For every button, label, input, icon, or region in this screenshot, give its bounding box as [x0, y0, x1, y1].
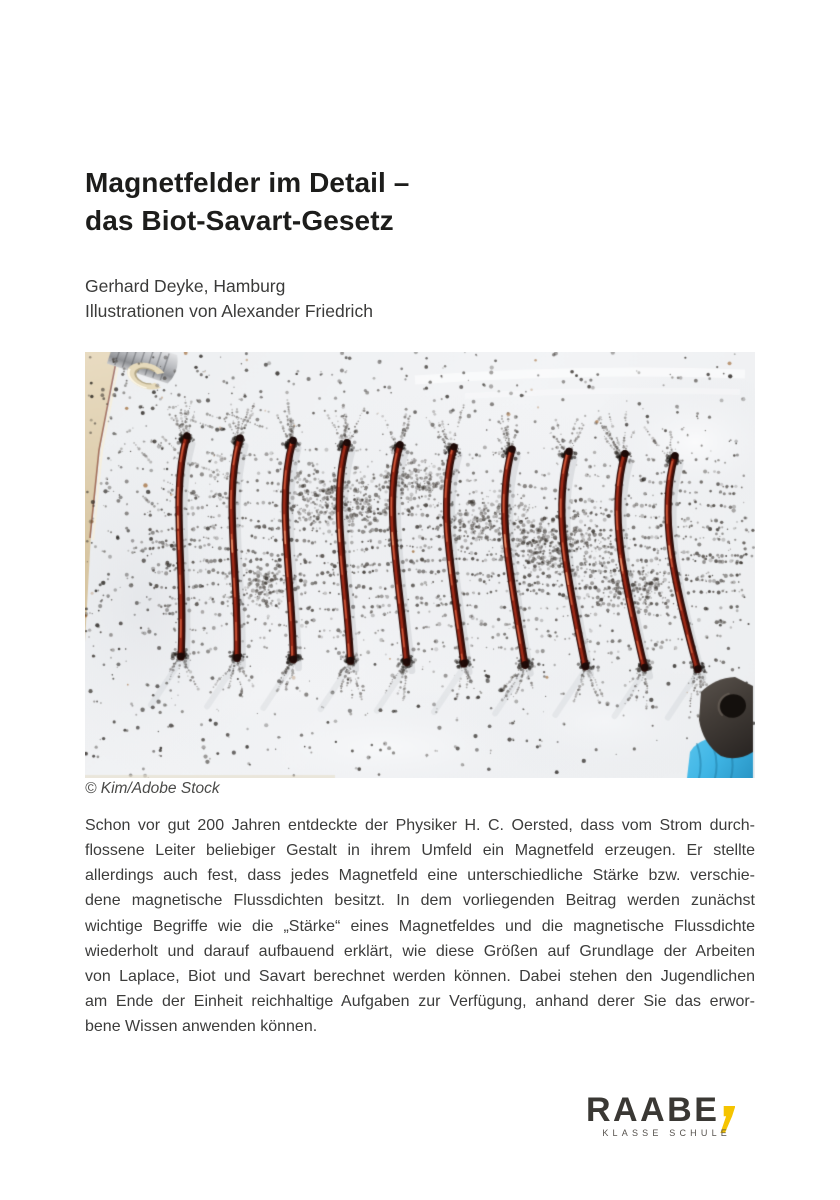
paragraph-line: Schon vor gut 200 Jahren entdeckte der Physiker H. C. Oersted, dass vom Strom durch- [85, 817, 755, 834]
coil-photo-figure [85, 352, 755, 778]
raabe-logo-row [586, 1093, 748, 1133]
paragraph-line: bene Wissen anwenden können. [85, 1018, 318, 1036]
paragraph-line: flossene Leiter beliebiger Gestalt in ihrem Umfeld ein Magnetfeld erzeugen. Er stellte [85, 842, 755, 860]
author-name: Gerhard Deyke, Hamburg [85, 276, 286, 296]
illustrator-credit: Illustrationen von Alexander Friedrich [85, 300, 373, 321]
paragraph-line: von Laplace, Biot und Savart berechnet werden können. Dabei stehen den Jugendlichen [85, 967, 755, 985]
page-title-line-2: das Biot-Savart-Gesetz [85, 205, 394, 236]
author-block [85, 274, 685, 323]
paragraph-line: wiederholt und darauf aufbauend erklärt, wie diese Größen auf Grundlage der Arbeiten [85, 942, 755, 960]
paragraph-line: allerdings auch fest, dass jedes Magnetfeld eine unterschiedliche Stärke bzw. verschie- [85, 867, 755, 885]
photo-caption: © Kim/Adobe Stock [85, 780, 220, 797]
paragraph-line: wichtige Begriffe wie die „Stärke“ eines Magnetfeldes und die magnetische Flussdichte [85, 917, 755, 935]
page-title [85, 164, 685, 240]
intro-paragraph [85, 813, 755, 1039]
paragraph-line: dene magnetische Flussdichten besitzt. In dem vorliegenden Beitrag werden zunächst [85, 892, 755, 910]
raabe-tagline: KLASSE SCHULE [602, 1128, 731, 1138]
page-title-line-1: Magnetfelder im Detail – [85, 167, 410, 198]
raabe-wordmark: RAABE [586, 1091, 720, 1129]
coil-photo-canvas [85, 352, 755, 778]
paragraph-line: am Ende der Einheit reichhaltige Aufgaben zur Verfügung, anhand derer Sie das erwor- [85, 992, 755, 1010]
raabe-logo [586, 1093, 748, 1143]
